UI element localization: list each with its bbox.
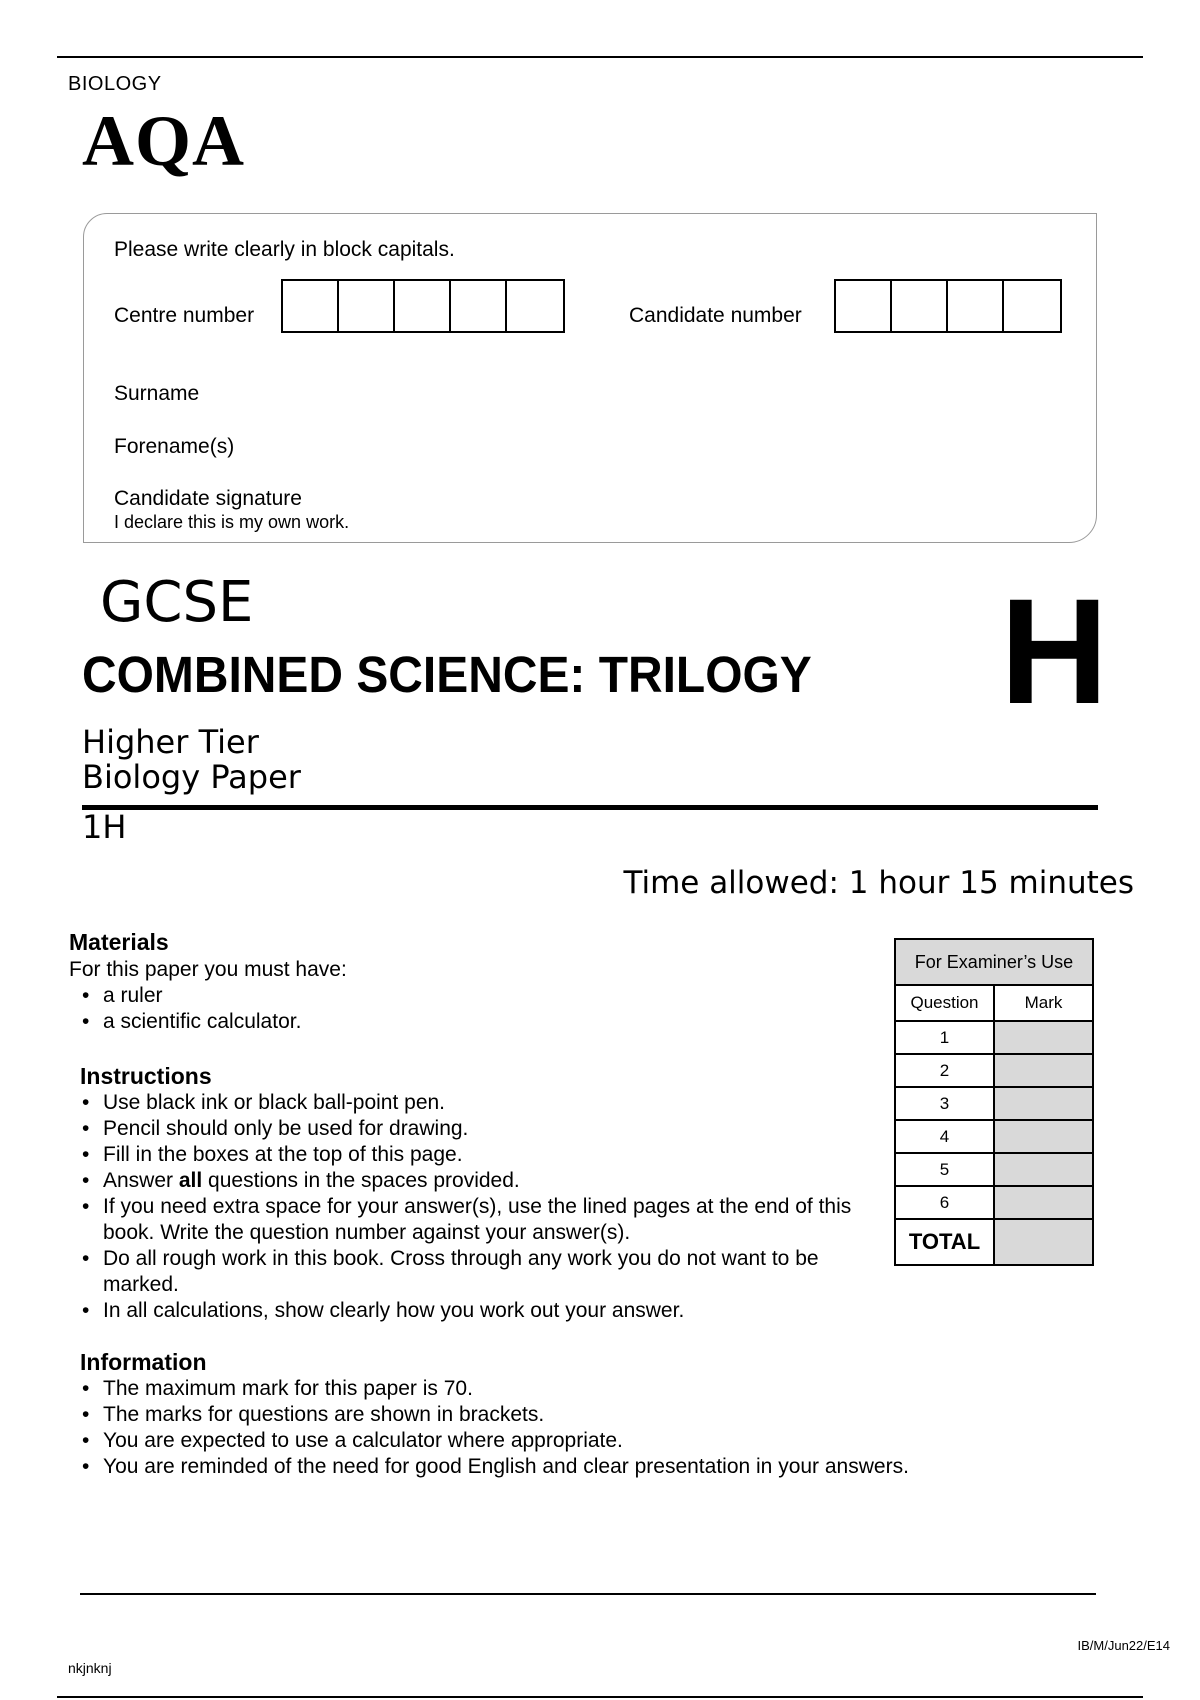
- question-number-cell: 5: [895, 1153, 994, 1186]
- centre-number-digit[interactable]: [507, 281, 563, 331]
- mark-cell[interactable]: [994, 1120, 1093, 1153]
- question-number-cell: 3: [895, 1087, 994, 1120]
- instructions-list: [80, 1090, 870, 1324]
- tier-letter: H: [1000, 567, 1109, 735]
- candidate-number-digit[interactable]: [892, 281, 948, 331]
- list-item: • The maximum mark for this paper is 70.: [80, 1376, 1040, 1402]
- candidate-number-digit[interactable]: [1004, 281, 1060, 331]
- tier-and-paper: [82, 725, 301, 795]
- mark-cell[interactable]: [994, 1087, 1093, 1120]
- centre-number-digit[interactable]: [283, 281, 339, 331]
- examiners-use-title: For Examiner’s Use: [895, 939, 1093, 985]
- total-row: [895, 1219, 1093, 1265]
- total-mark-cell[interactable]: [994, 1219, 1093, 1265]
- candidate-details-box: [83, 213, 1097, 543]
- examiner-row: [895, 1021, 1093, 1054]
- candidate-number-label: Candidate number: [629, 304, 802, 327]
- question-number-cell: 1: [895, 1021, 994, 1054]
- declaration-text: I declare this is my own work.: [114, 512, 350, 532]
- tier-label: Higher Tier: [82, 723, 259, 761]
- page-bottom-rule: [57, 1696, 1143, 1698]
- materials-list: [80, 983, 860, 1035]
- list-item: • In all calculations, show clearly how you work out your answer.: [80, 1298, 870, 1324]
- centre-number-boxes[interactable]: [281, 279, 565, 333]
- paper-reference-code: IB/M/Jun22/E14: [1077, 1638, 1170, 1653]
- list-item: • Pencil should only be used for drawing.: [80, 1116, 870, 1142]
- title-rule: [82, 805, 1098, 810]
- information-list: [80, 1376, 1040, 1480]
- examiner-row: [895, 1120, 1093, 1153]
- block-capitals-instruction: Please write clearly in block capitals.: [114, 238, 455, 261]
- question-number-cell: 2: [895, 1054, 994, 1087]
- question-column-header: Question: [895, 985, 994, 1021]
- mark-cell[interactable]: [994, 1186, 1093, 1219]
- course-title: COMBINED SCIENCE: TRILOGY: [82, 646, 812, 703]
- forenames-label: Forename(s): [114, 435, 235, 458]
- centre-number-label: Centre number: [114, 304, 255, 327]
- candidate-number-digit[interactable]: [948, 281, 1004, 331]
- list-item: • If you need extra space for your answer(s), use the lined pages at the end of this book. Write the question number against your answer(s).: [80, 1194, 870, 1246]
- list-item: • Do all rough work in this book. Cross through any work you do not want to be marked.: [80, 1246, 870, 1298]
- bottom-rule: [80, 1593, 1096, 1595]
- list-item: • Fill in the boxes at the top of this page.: [80, 1142, 870, 1168]
- top-rule: [57, 56, 1143, 58]
- question-number-cell: 4: [895, 1120, 994, 1153]
- question-number-cell: 6: [895, 1186, 994, 1219]
- examiner-row: [895, 1153, 1093, 1186]
- centre-number-digit[interactable]: [339, 281, 395, 331]
- centre-number-digit[interactable]: [395, 281, 451, 331]
- total-label: TOTAL: [895, 1219, 994, 1265]
- instructions-heading: Instructions: [80, 1063, 212, 1089]
- mark-cell[interactable]: [994, 1153, 1093, 1186]
- footer-text: nkjnknj: [68, 1660, 112, 1676]
- subject-label: BIOLOGY: [68, 73, 162, 95]
- surname-label: Surname: [114, 382, 200, 405]
- paper-code: 1H: [82, 808, 127, 846]
- candidate-number-digit[interactable]: [836, 281, 892, 331]
- list-item: • a ruler: [80, 983, 860, 1009]
- paper-label: Biology Paper: [82, 758, 301, 796]
- examiner-row: [895, 1054, 1093, 1087]
- list-item: • Answer all questions in the spaces provided.: [80, 1168, 870, 1194]
- materials-heading: Materials: [69, 929, 169, 955]
- centre-number-digit[interactable]: [451, 281, 507, 331]
- list-item: • a scientific calculator.: [80, 1009, 860, 1035]
- candidate-number-boxes[interactable]: [834, 279, 1062, 333]
- list-item: • Use black ink or black ball-point pen.: [80, 1090, 870, 1116]
- materials-intro: For this paper you must have:: [69, 958, 347, 981]
- time-allowed: Time allowed: 1 hour 15 minutes: [623, 865, 1134, 901]
- mark-cell[interactable]: [994, 1021, 1093, 1054]
- list-item: • You are expected to use a calculator where appropriate.: [80, 1428, 1040, 1454]
- information-heading: Information: [80, 1349, 207, 1375]
- list-item: • The marks for questions are shown in brackets.: [80, 1402, 1040, 1428]
- signature-label: Candidate signature: [114, 487, 302, 510]
- list-item: • You are reminded of the need for good English and clear presentation in your answers.: [80, 1454, 1040, 1480]
- examiner-row: [895, 1087, 1093, 1120]
- mark-column-header: Mark: [994, 985, 1093, 1021]
- examiners-use-table: [894, 938, 1094, 1266]
- aqa-logo: AQA: [82, 101, 245, 181]
- mark-cell[interactable]: [994, 1054, 1093, 1087]
- qualification-title: GCSE: [100, 570, 254, 635]
- examiner-row: [895, 1186, 1093, 1219]
